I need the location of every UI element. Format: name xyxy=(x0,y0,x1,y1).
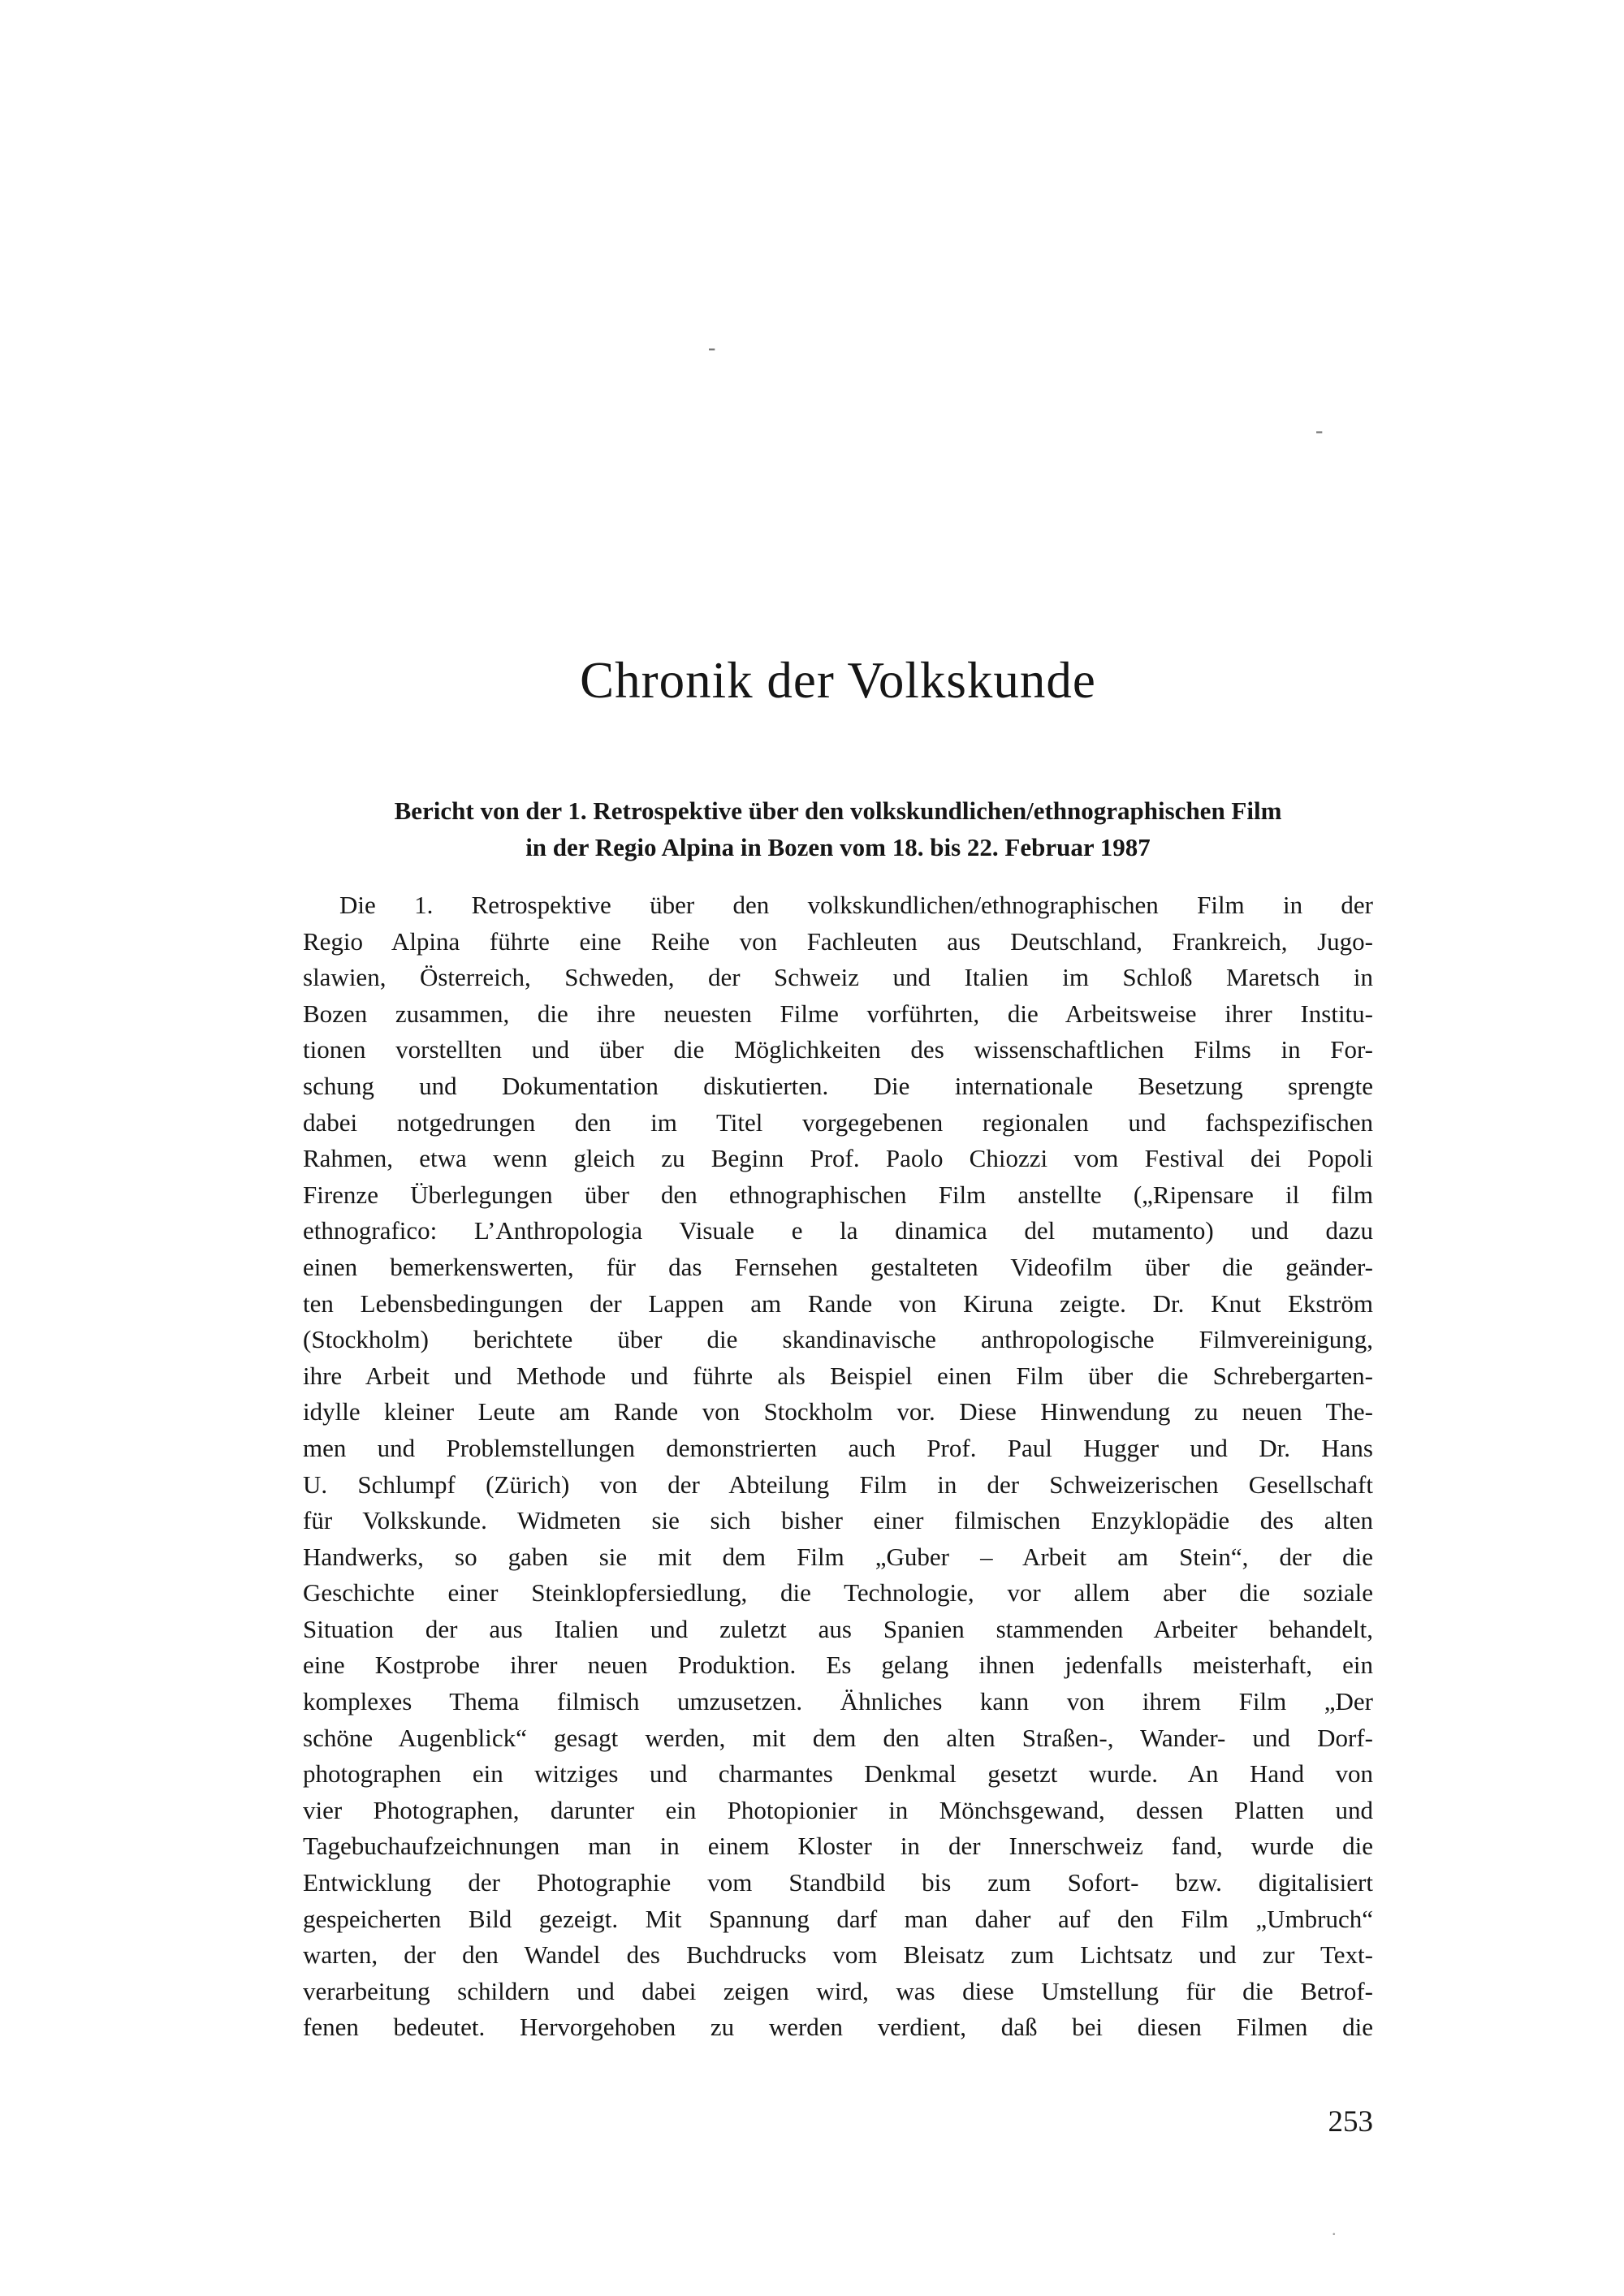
page-number: 253 xyxy=(1328,2105,1373,2138)
page-title: Chronik der Volkskunde xyxy=(580,652,1096,709)
body-line: Entwicklung der Photographie vom Standbild bis zum Sofort- bzw. digitalisiert xyxy=(303,1868,1373,1897)
body-line: ihre Arbeit und Methode und führte als Beispiel einen Film über die Schrebergarten- xyxy=(303,1361,1373,1390)
body-line: komplexes Thema filmisch umzusetzen. Ähnliches kann von ihrem Film „Der xyxy=(303,1687,1373,1716)
body-line: idylle kleiner Leute am Rande von Stockholm vor. Diese Hinwendung zu neuen The- xyxy=(303,1397,1373,1426)
report-heading xyxy=(303,792,1373,865)
scan-artifact-dash-top: - xyxy=(708,335,716,360)
body-line: Rahmen, etwa wenn gleich zu Beginn Prof. Paolo Chiozzi vom Festival dei Popoli xyxy=(303,1144,1373,1173)
body-line: schung und Dokumentation diskutierten. Die internationale Besetzung sprengte xyxy=(303,1071,1373,1100)
body-line: warten, der den Wandel des Buchdrucks vom Bleisatz zum Lichtsatz und zur Text- xyxy=(303,1940,1373,1970)
body-paragraph xyxy=(303,887,1373,2046)
body-line: Firenze Überlegungen über den ethnographischen Film anstellte („Ripensare il film xyxy=(303,1180,1373,1209)
body-line: Geschichte einer Steinklopfersiedlung, die Technologie, vor allem aber die soziale xyxy=(303,1578,1373,1608)
body-line: Situation der aus Italien und zuletzt aus Spanien stammenden Arbeiter behandelt, xyxy=(303,1614,1373,1643)
body-line: gespeicherten Bild gezeigt. Mit Spannung darf man daher auf den Film „Umbruch“ xyxy=(303,1904,1373,1933)
body-line: vier Photographen, darunter ein Photopionier in Mönchsgewand, dessen Platten und xyxy=(303,1795,1373,1824)
body-line: Die 1. Retrospektive über den volkskundlichen/ethnographischen Film in der xyxy=(339,891,1373,919)
body-line: ten Lebensbedingungen der Lappen am Rande von Kiruna zeigte. Dr. Knut Ekström xyxy=(303,1288,1373,1318)
body-line: ethnografico: L’Anthropologia Visuale e la dinamica del mutamento) und dazu xyxy=(303,1216,1373,1245)
scan-artifact-dash-right: - xyxy=(1315,418,1324,443)
body-line: U. Schlumpf (Zürich) von der Abteilung Film in der Schweizerischen Gesellschaft xyxy=(303,1470,1373,1499)
body-line: Tagebuchaufzeichnungen man in einem Kloster in der Innerschweiz fand, wurde die xyxy=(303,1832,1373,1861)
body-line: fenen bedeutet. Hervorgehoben zu werden verdient, daß bei diesen Filmen die xyxy=(303,2013,1373,2042)
body-line: für Volkskunde. Widmeten sie sich bisher einer filmischen Enzyklopädie des alten xyxy=(303,1506,1373,1535)
body-line: verarbeitung schildern und dabei zeigen wird, was diese Umstellung für die Betrof- xyxy=(303,1976,1373,2005)
scan-artifact-dot-bottom: . xyxy=(1332,2219,1337,2239)
body-line: men und Problemstellungen demonstrierten auch Prof. Paul Hugger und Dr. Hans xyxy=(303,1433,1373,1462)
report-heading-line-2: in der Regio Alpina in Bozen vom 18. bis 22. Februar 1987 xyxy=(525,833,1151,861)
body-line: Regio Alpina führte eine Reihe von Fachleuten aus Deutschland, Frankreich, Jugo- xyxy=(303,926,1373,956)
body-line: dabei notgedrungen den im Titel vorgegebenen regionalen und fachspezifischen xyxy=(303,1107,1373,1137)
body-line: Handwerks, so gaben sie mit dem Film „Guber – Arbeit am Stein“, der die xyxy=(303,1542,1373,1571)
report-heading-line-1: Bericht von der 1. Retrospektive über den volkskundlichen/ethnographischen Film xyxy=(394,796,1282,825)
body-line: schöne Augenblick“ gesagt werden, mit dem den alten Straßen-, Wander- und Dorf- xyxy=(303,1723,1373,1752)
body-line: eine Kostprobe ihrer neuen Produktion. Es gelang ihnen jedenfalls meisterhaft, ein xyxy=(303,1651,1373,1680)
body-line: photographen ein witziges und charmantes Denkmal gesetzt wurde. An Hand von xyxy=(303,1759,1373,1789)
body-line: einen bemerkenswerten, für das Fernsehen gestalteten Videofilm über die geänder- xyxy=(303,1252,1373,1281)
body-line: Bozen zusammen, die ihre neuesten Filme vorführten, die Arbeitsweise ihrer Institu- xyxy=(303,999,1373,1028)
body-line: tionen vorstellten und über die Möglichkeiten des wissenschaftlichen Films in For- xyxy=(303,1035,1373,1064)
body-line: slawien, Österreich, Schweden, der Schweiz und Italien im Schloß Maretsch in xyxy=(303,963,1373,992)
body-line: (Stockholm) berichtete über die skandinavische anthropologische Filmvereinigung, xyxy=(303,1325,1373,1354)
